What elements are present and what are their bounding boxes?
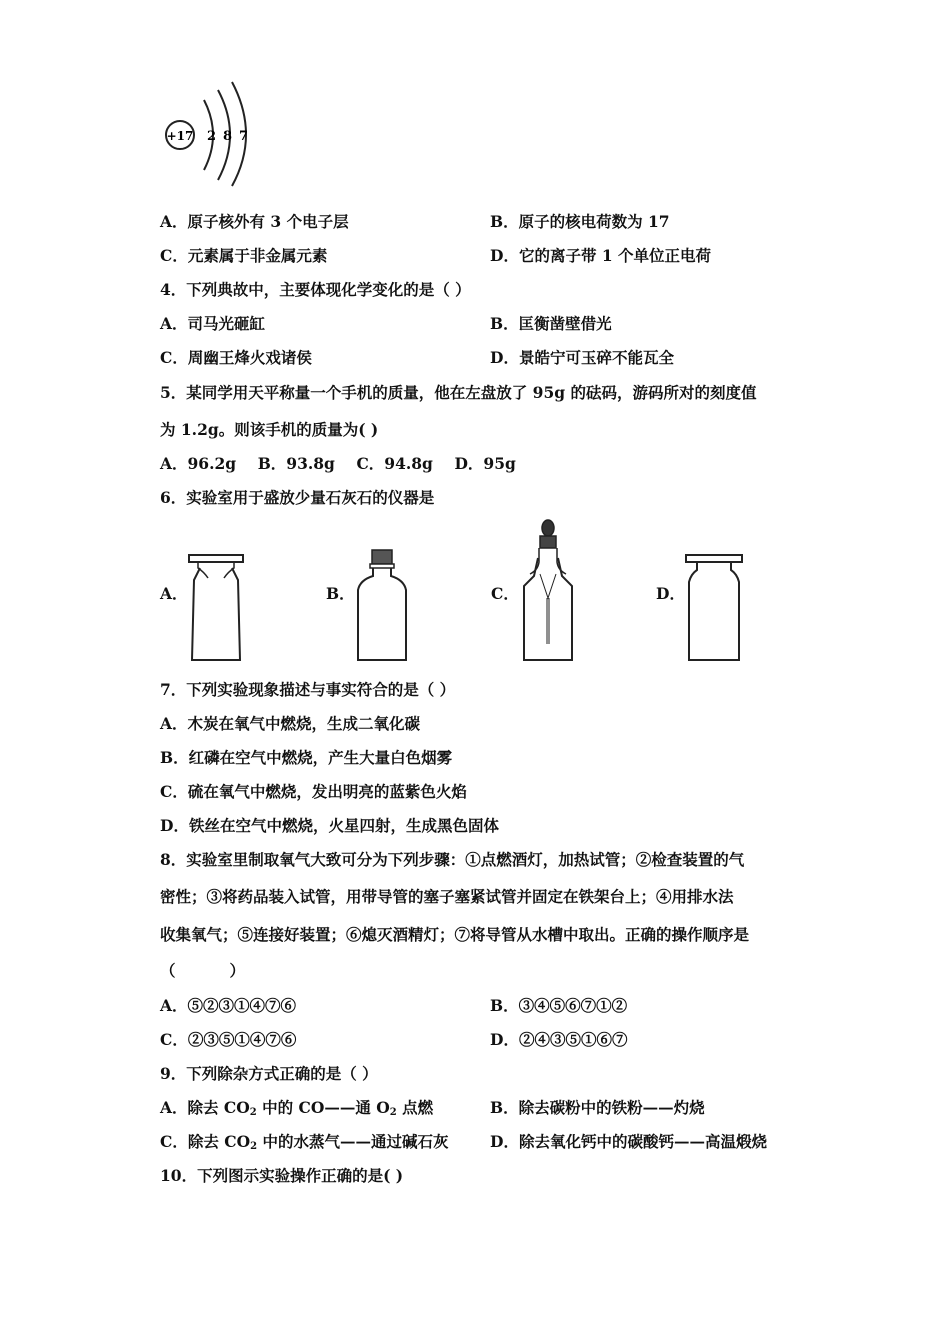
nucleus-charge: +17	[166, 129, 194, 143]
q8-option-a: A．⑤②③①④⑦⑥	[160, 996, 297, 1015]
q9-a-sub1: 2	[249, 1107, 257, 1118]
shell-electrons-3: 7	[239, 129, 249, 144]
atom-structure-diagram	[160, 78, 270, 188]
q7-stem: 7．下列实验现象描述与事实符合的是（ ）	[160, 680, 456, 699]
shell-electrons-1: 2	[207, 129, 217, 144]
q4-stem: 4．下列典故中，主要体现化学变化的是（ ）	[160, 280, 471, 299]
q9-option-b: B．除去碳粉中的铁粉——灼烧	[490, 1098, 705, 1117]
q3-option-c: C．元素属于非金属元素	[160, 246, 328, 265]
q9-c-post: 中的水蒸气——通过碱石灰	[257, 1132, 449, 1151]
q9-a-pre: A．除去 CO	[160, 1098, 250, 1117]
q8-option-b: B．③④⑤⑥⑦①②	[490, 996, 628, 1015]
q9-c-sub: 2	[250, 1141, 258, 1152]
q8-option-c: C．②③⑤①④⑦⑥	[160, 1030, 297, 1049]
q3-option-a: A．原子核外有 3 个电子层	[160, 212, 349, 231]
q8-stem-line2: 密性；③将药品装入试管，用带导管的塞子塞紧试管并固定在铁架台上；④用排水法	[160, 887, 734, 906]
q6-stem: 6．实验室用于盛放少量石灰石的仪器是	[160, 488, 435, 507]
wide-mouth-bottle-a	[186, 552, 246, 664]
q8-stem-line1: 8．实验室里制取氧气大致可分为下列步骤：①点燃酒灯，加热试管；②检查装置的气	[160, 850, 745, 869]
q9-option-a	[160, 1098, 433, 1123]
q4-option-a: A．司马光砸缸	[160, 314, 266, 333]
q3-option-d: D．它的离子带 1 个单位正电荷	[490, 246, 712, 265]
q6-label-c: C．	[491, 584, 519, 603]
q9-c-pre: C．除去 CO	[160, 1132, 251, 1151]
narrow-mouth-bottle-b	[352, 548, 412, 664]
q9-a-post: 点燃	[396, 1098, 434, 1117]
q9-option-c	[160, 1132, 448, 1157]
q9-option-d: D．除去氧化钙中的碳酸钙——高温煅烧	[490, 1132, 767, 1151]
q8-stem-line3: 收集氧气；⑤连接好装置；⑥熄灭酒精灯；⑦将导管从水槽中取出。正确的操作顺序是	[160, 925, 750, 944]
q9-a-sub2: 2	[389, 1107, 397, 1118]
q8-stem-line4: （ ）	[160, 961, 245, 980]
q7-option-c: C．硫在氧气中燃烧，发出明亮的蓝紫色火焰	[160, 782, 467, 801]
q6-label-a: A．	[160, 584, 188, 603]
shell-electrons-2: 8	[223, 129, 233, 144]
q5-stem-line2: 为 1.2g。则该手机的质量为( )	[160, 420, 379, 439]
q4-option-d: D．景皓宁可玉碎不能瓦全	[490, 348, 674, 367]
wide-mouth-bottle-d	[683, 552, 745, 664]
q6-label-b: B．	[326, 584, 355, 603]
q3-option-b: B．原子的核电荷数为 17	[490, 212, 670, 231]
q10-stem: 10．下列图示实验操作正确的是( )	[160, 1166, 404, 1185]
q7-option-d: D．铁丝在空气中燃烧，火星四射，生成黑色固体	[160, 816, 499, 835]
q8-option-d: D．②④③⑤①⑥⑦	[490, 1030, 628, 1049]
q7-option-b: B．红磷在空气中燃烧，产生大量白色烟雾	[160, 748, 453, 767]
q4-option-b: B．匡衡凿壁借光	[490, 314, 612, 333]
q6-label-d: D．	[656, 584, 685, 603]
q9-stem: 9．下列除杂方式正确的是（ ）	[160, 1064, 378, 1083]
q5-stem-line1: 5．某同学用天平称量一个手机的质量，他在左盘放了 95g 的砝码，游码所对的刻度值	[160, 383, 757, 402]
q4-option-c: C．周幽王烽火戏诸侯	[160, 348, 312, 367]
dropper-bottle-c	[518, 518, 578, 664]
q5-options: A．96.2g B．93.8g C．94.8g D．95g	[160, 454, 516, 473]
q7-option-a: A．木炭在氧气中燃烧，生成二氧化碳	[160, 714, 421, 733]
q9-a-mid: 中的 CO——通 O	[256, 1098, 390, 1117]
